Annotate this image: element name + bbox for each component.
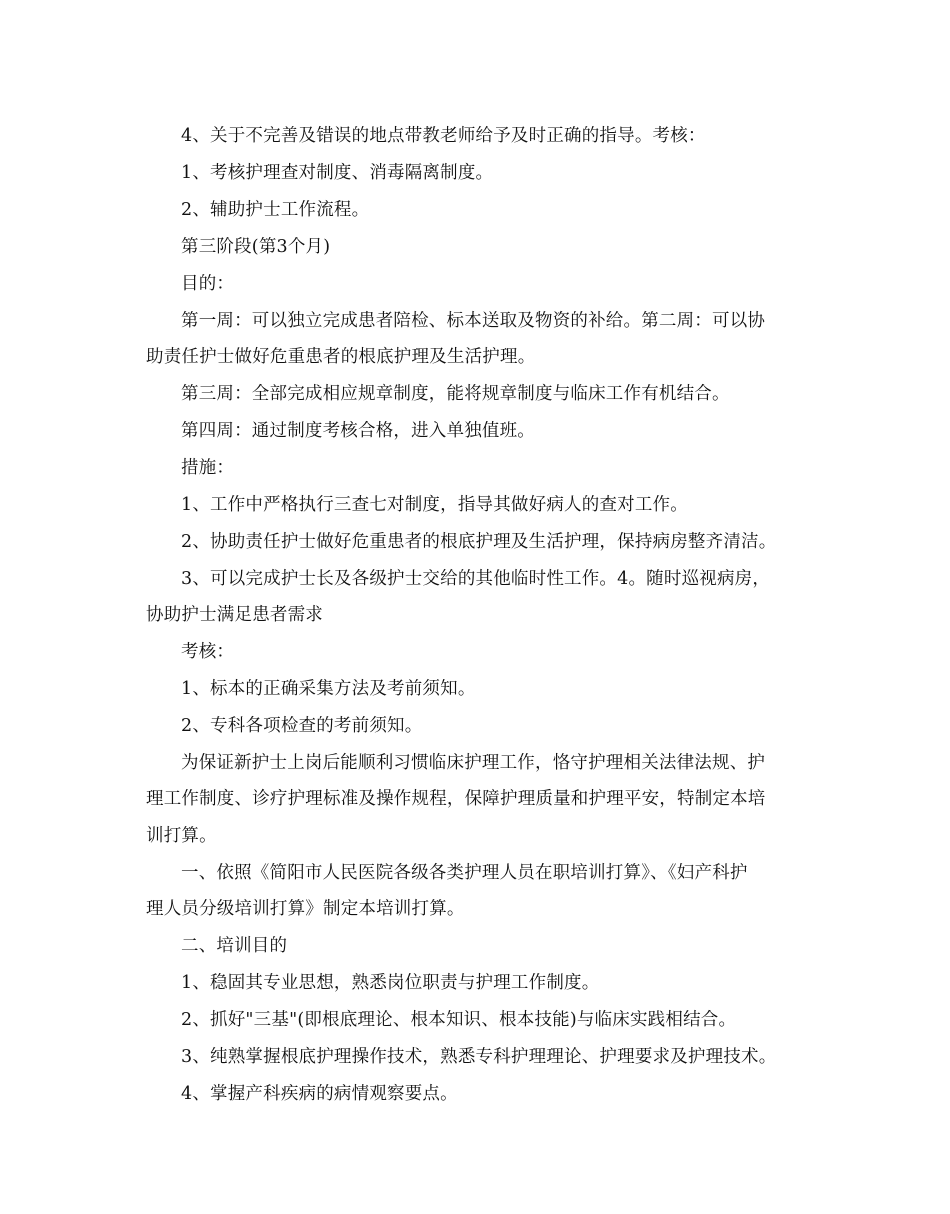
paragraph-line: 措施：	[181, 458, 235, 478]
paragraph-line: 目的：	[181, 274, 235, 294]
paragraph-line: 理人员分级培训打算》制定本培训打算。	[146, 899, 465, 919]
paragraph-line: 4、掌握产科疾病的病情观察要点。	[181, 1084, 458, 1104]
paragraph-line: 1、考核护理查对制度、消毒隔离制度。	[181, 163, 494, 183]
paragraph-line: 一、依照《简阳市人民医院各级各类护理人员在职培训打算》、《妇产科护	[181, 863, 748, 883]
document-body	[146, 122, 806, 1117]
paragraph-line: 3、纯熟掌握根底护理操作技术，熟悉专科护理理论、护理要求及护理技术。	[181, 1047, 777, 1067]
paragraph-line: 训打算。	[146, 826, 217, 846]
paragraph-line: 1、标本的正确采集方法及考前须知。	[181, 679, 476, 699]
paragraph-line: 2、辅助护士工作流程。	[181, 200, 370, 220]
paragraph-line: 2、协助责任护士做好危重患者的根底护理及生活护理，保持病房整齐清洁。	[181, 532, 777, 552]
paragraph-line: 第一周：可以独立完成患者陪检、标本送取及物资的补给。第二周：可以协	[181, 311, 766, 331]
paragraph-line: 理工作制度、诊疗护理标准及操作规程，保障护理质量和护理平安，特制定本培	[146, 789, 766, 809]
paragraph-line: 2、专科各项检查的考前须知。	[181, 716, 423, 736]
section-heading: 二、培训目的	[181, 936, 288, 956]
paragraph-line: 协助护士满足患者需求	[146, 605, 323, 625]
paragraph-line: 1、工作中严格执行三查七对制度，指导其做好病人的查对工作。	[181, 495, 688, 515]
paragraph-line: 4、关于不完善及错误的地点带教老师给予及时正确的指导。考核：	[181, 126, 706, 146]
paragraph-line: 为保证新护士上岗后能顺利习惯临床护理工作，恪守护理相关法律法规、护	[181, 753, 766, 773]
paragraph-line: 1、稳固其专业思想，熟悉岗位职责与护理工作制度。	[181, 973, 600, 993]
paragraph-line: 2、抓好"三基"(即根底理论、根本知识、根本技能)与临床实践相结合。	[181, 1010, 737, 1030]
paragraph-line: 助责任护士做好危重患者的根底护理及生活护理。	[146, 347, 536, 367]
paragraph-line: 第三周：全部完成相应规章制度，能将规章制度与临床工作有机结合。	[181, 384, 730, 404]
paragraph-line: 考核：	[181, 642, 235, 662]
section-heading: 第三阶段(第3个月)	[181, 237, 331, 257]
paragraph-line: 3、可以完成护士长及各级护士交给的其他临时性工作。4。随时巡视病房，	[181, 569, 771, 589]
paragraph-line: 第四周：通过制度考核合格，进入单独值班。	[181, 421, 535, 441]
